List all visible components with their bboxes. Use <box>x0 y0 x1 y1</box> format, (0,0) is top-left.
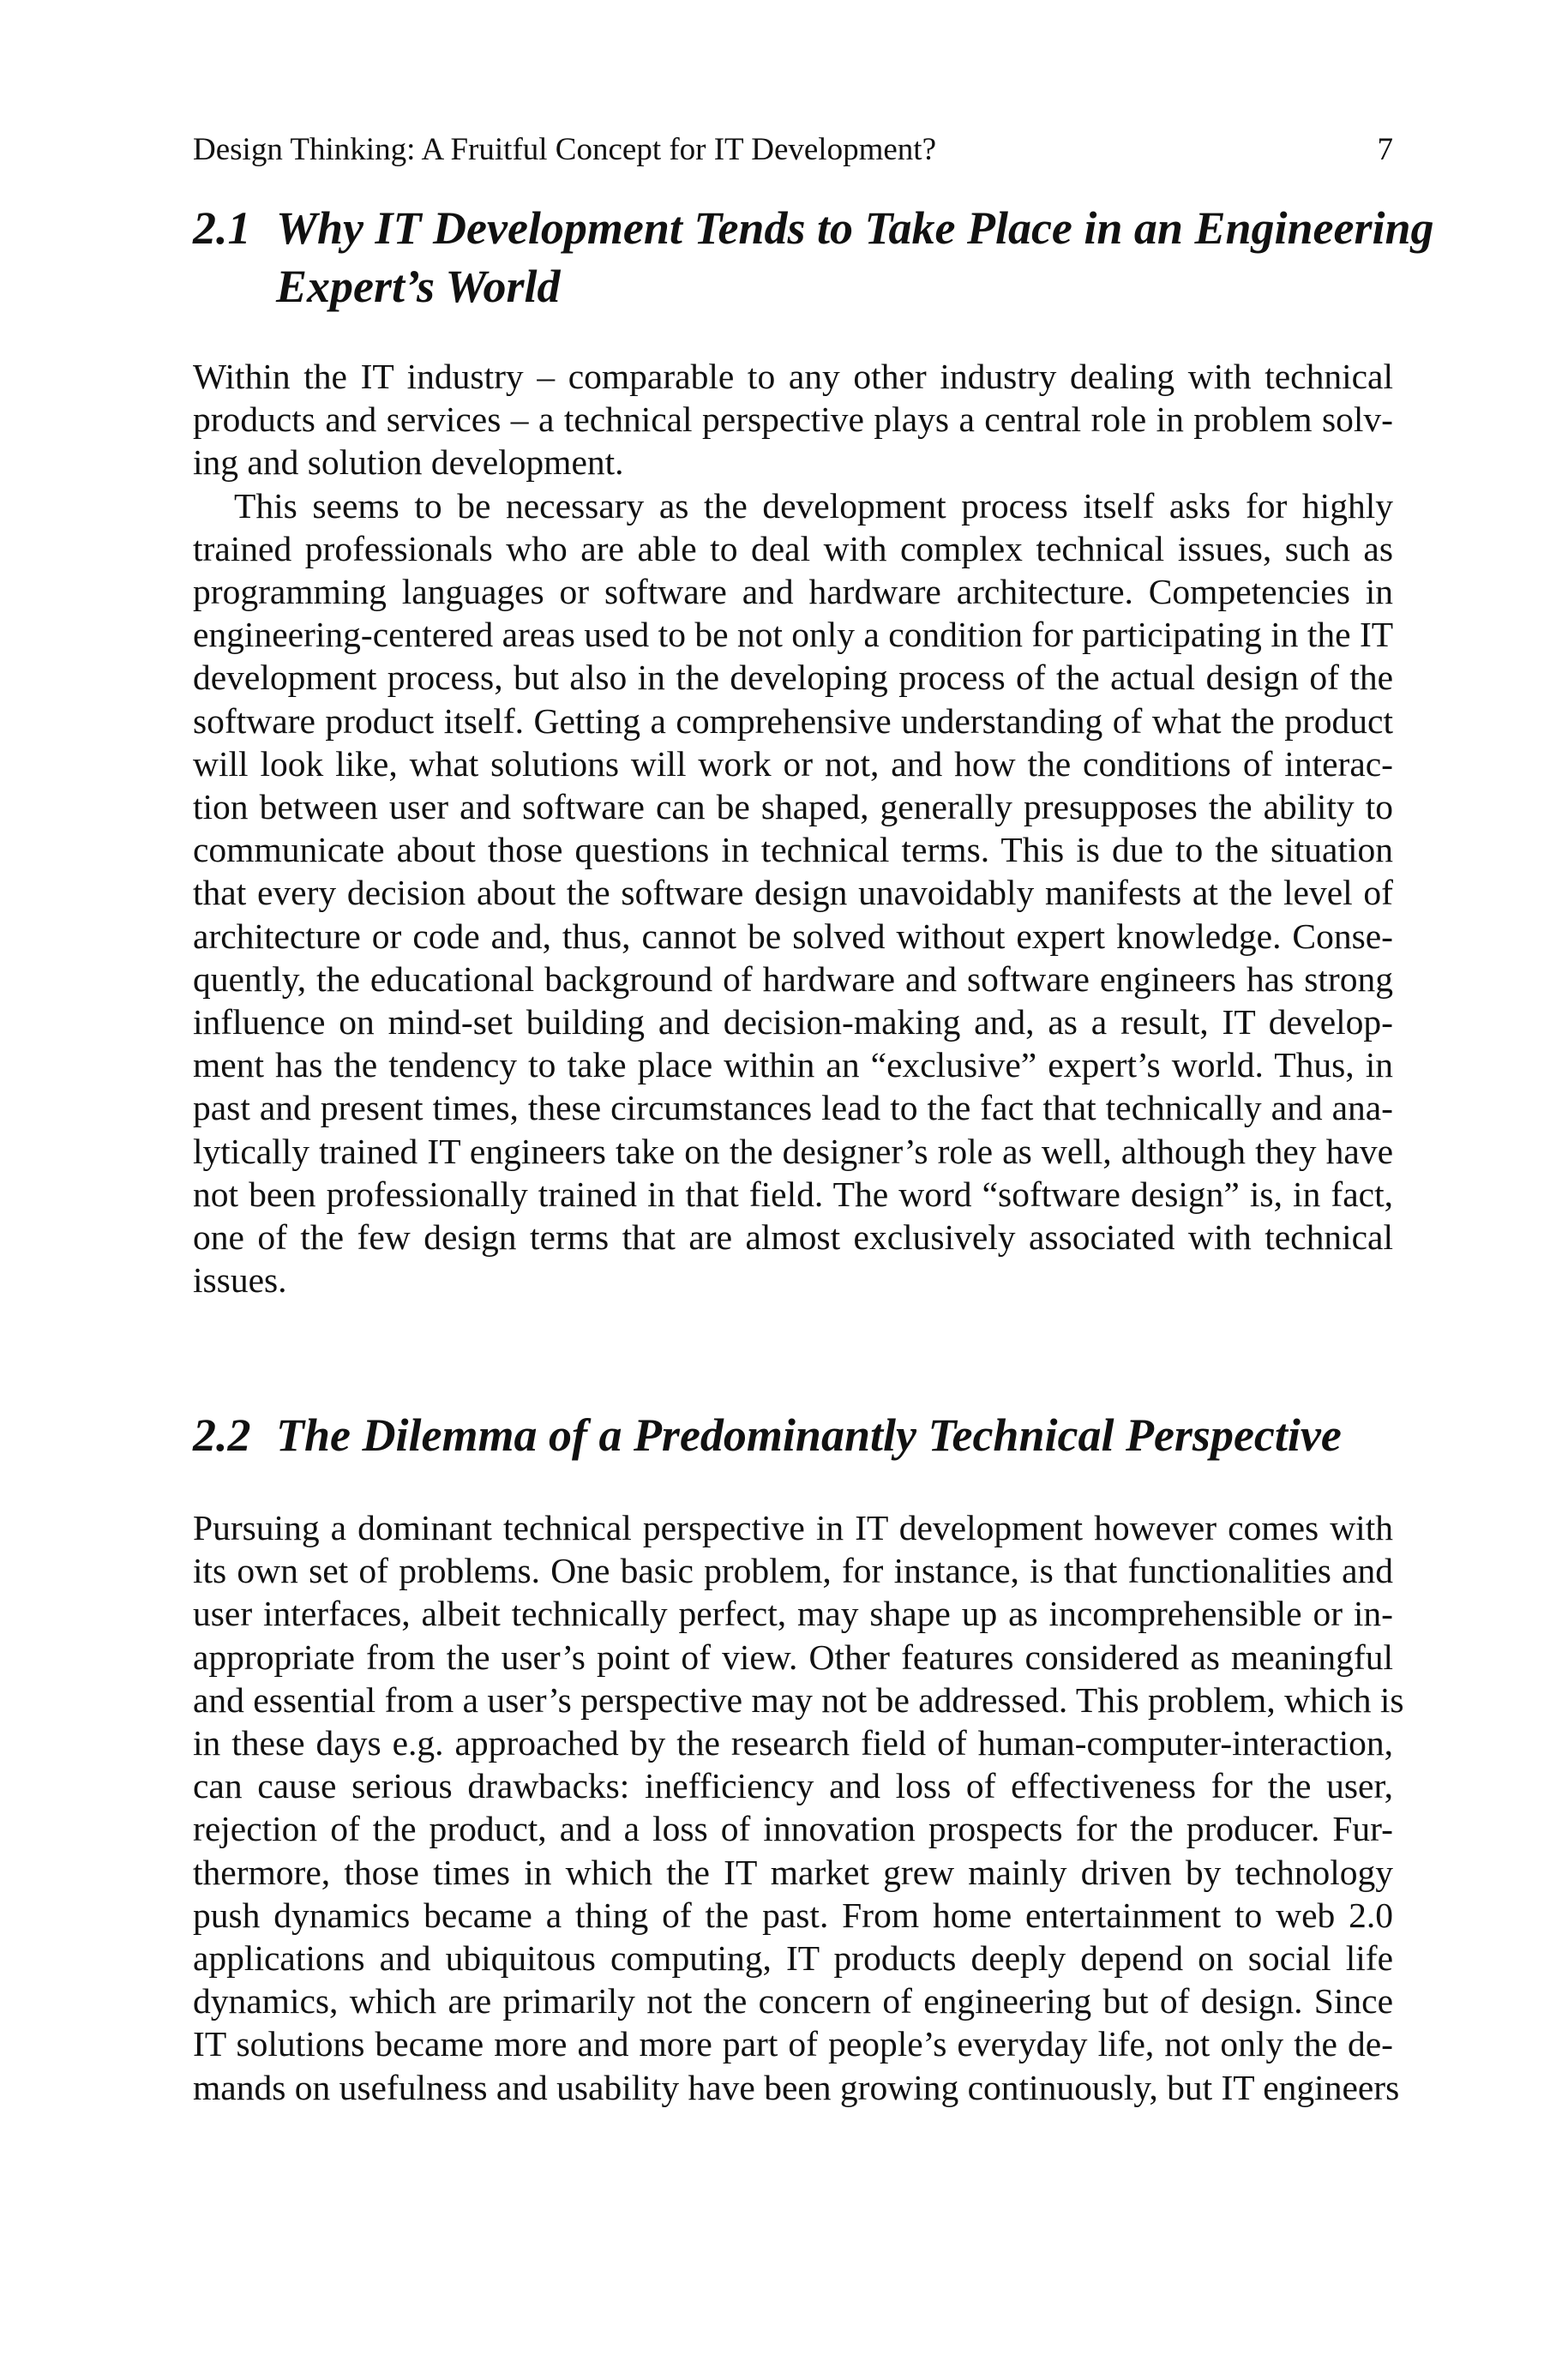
text-line: development process, but also in the developing process of the actual design of the <box>193 658 1393 698</box>
text-line: past and present times, these circumstances lead to the fact that technically and ana- <box>193 1088 1393 1128</box>
text-line: applications and ubiquitous computing, IT products deeply depend on social life <box>193 1938 1393 1979</box>
text-line: programming languages or software and hardware architecture. Competencies in <box>193 572 1393 612</box>
text-line: one of the few design terms that are almost exclusively associated with technical <box>193 1217 1393 1258</box>
text-line: thermore, those times in which the IT market grew mainly driven by technology <box>193 1852 1393 1892</box>
text-line: issues. <box>193 1260 287 1301</box>
text-line: user interfaces, albeit technically perfect, may shape up as incomprehensible or in- <box>193 1594 1393 1634</box>
section-2-1-number: 2.1 <box>193 202 251 254</box>
section-2-1-title-line-2: Expert’s World <box>276 261 561 312</box>
text-line: mands on usefulness and usability have been growing continuously, but IT engineers <box>193 2067 1400 2107</box>
text-line: rejection of the product, and a loss of innovation prospects for the producer. Fur- <box>193 1809 1393 1849</box>
text-line: can cause serious drawbacks: inefficiency and loss of effectiveness for the user, <box>193 1766 1393 1806</box>
text-line: Within the IT industry – comparable to any other industry dealing with technical <box>193 357 1393 396</box>
text-line: engineering-centered areas used to be not only a condition for participating in the IT <box>193 615 1394 655</box>
section-2-1-body <box>193 355 1393 1301</box>
text-line: its own set of problems. One basic problem, for instance, is that functionalities and <box>193 1551 1393 1591</box>
running-head <box>193 129 1393 171</box>
text-line: This seems to be necessary as the development process itself asks for highly <box>234 485 1393 526</box>
text-line: Pursuing a dominant technical perspective in IT development however comes with <box>193 1508 1393 1547</box>
text-line: that every decision about the software design unavoidably manifests at the level of <box>193 873 1393 913</box>
text-line: trained professionals who are able to deal with complex technical issues, such as <box>193 528 1393 568</box>
running-head-title: Design Thinking: A Fruitful Concept for IT Development? <box>193 132 936 167</box>
page-number: 7 <box>1377 132 1393 167</box>
paragraph <box>193 1506 1404 2109</box>
section-2-1-heading-block <box>193 199 1434 315</box>
text-line: appropriate from the user’s point of view. Other features considered as meaningful <box>193 1637 1393 1677</box>
text-line: quently, the educational background of hardware and software engineers has strong <box>193 958 1393 999</box>
text-line: push dynamics became a thing of the past. From home entertainment to web 2.0 <box>193 1895 1393 1935</box>
text-line: dynamics, which are primarily not the concern of engineering but of design. Since <box>193 1981 1393 2022</box>
text-line: ing and solution development. <box>193 442 624 483</box>
text-line: products and services – a technical perspective plays a central role in problem solv- <box>193 400 1393 440</box>
section-2-2-heading-block <box>193 1406 1393 1464</box>
text-line: architecture or code and, thus, cannot be solved without expert knowledge. Conse- <box>193 916 1393 956</box>
text-line: tion between user and software can be shaped, generally presupposes the ability to <box>193 787 1393 827</box>
text-line: will look like, what solutions will work or not, and how the conditions of interac- <box>193 743 1393 784</box>
text-line: software product itself. Getting a comprehensive understanding of what the product <box>193 700 1393 741</box>
paragraph <box>193 484 1393 1302</box>
text-line: not been professionally trained in that field. The word “software design” is, in fact, <box>193 1174 1393 1214</box>
text-line: influence on mind-set building and decision-making and, as a result, IT develop- <box>193 1002 1393 1042</box>
section-2-2-heading <box>193 1406 1393 1464</box>
text-line: ment has the tendency to take place within an “exclusive” expert’s world. Thus, in <box>193 1045 1393 1085</box>
section-2-2-number: 2.2 <box>193 1409 251 1461</box>
text-line: lytically trained IT engineers take on the designer’s role as well, although they have <box>193 1131 1393 1171</box>
section-2-1-title-line-1: Why IT Development Tends to Take Place in an Engineering <box>276 202 1434 254</box>
section-2-1-heading <box>193 199 1434 315</box>
text-line: in these days e.g. approached by the research field of human-computer-interaction, <box>193 1723 1393 1763</box>
text-line: and essential from a user’s perspective may not be addressed. This problem, which is <box>193 1679 1404 1720</box>
section-2-2-title: The Dilemma of a Predominantly Technical Perspective <box>276 1409 1342 1461</box>
text-line: communicate about those questions in technical terms. This is due to the situation <box>193 830 1393 870</box>
paragraph <box>193 355 1393 484</box>
text-line: IT solutions became more and more part of people’s everyday life, not only the de- <box>193 2024 1393 2064</box>
section-2-2-body <box>193 1506 1404 2109</box>
